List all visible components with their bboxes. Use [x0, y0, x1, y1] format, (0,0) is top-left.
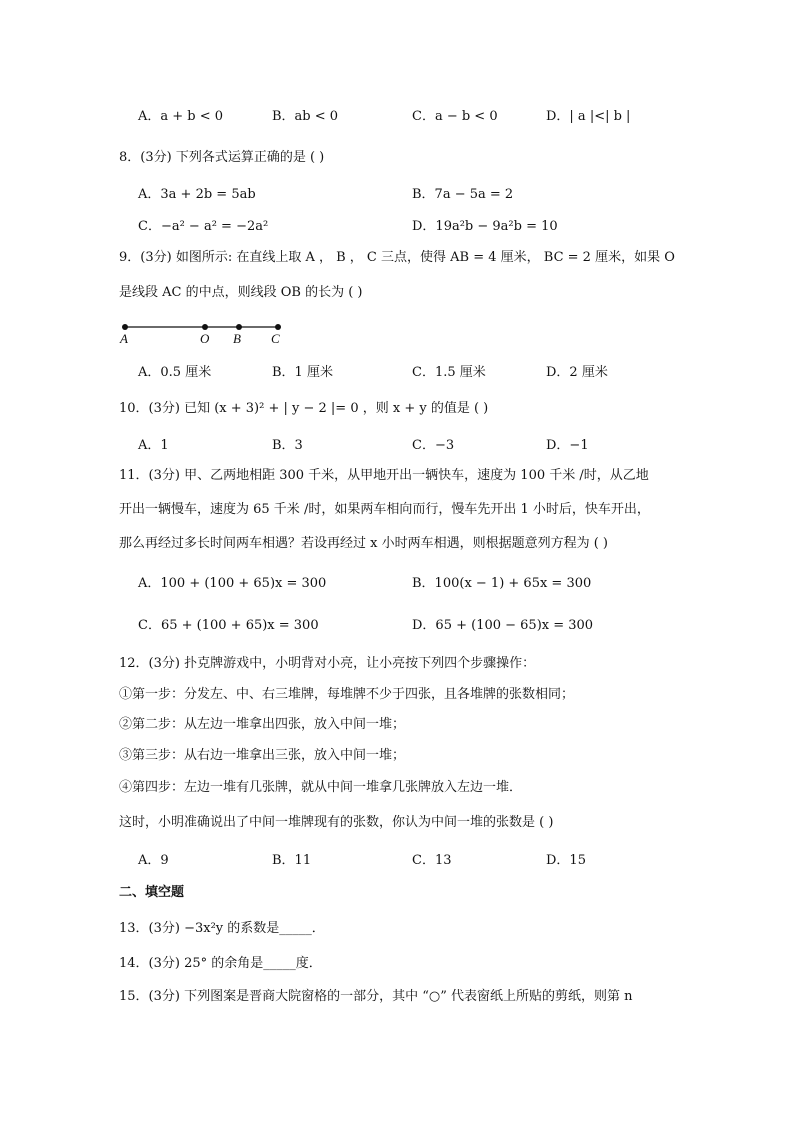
q8-stem: 8．(3分) 下列各式运算正确的是 ( ) — [119, 150, 325, 165]
q12-option-d: D．15 — [546, 853, 586, 868]
point-b — [236, 324, 242, 330]
q9-option-a: A．0.5 厘米 — [138, 365, 212, 380]
label-o: O — [200, 331, 210, 346]
q8-option-c: C．−a² − a² = −2a² — [138, 219, 269, 234]
point-o — [202, 324, 208, 330]
q11-stem-line1: 11．(3分) 甲、乙两地相距 300 千米，从甲地开出一辆快车，速度为 100 千米 /时，从乙地 — [119, 468, 649, 483]
q12-option-a: A．9 — [138, 853, 169, 868]
q9-option-d: D．2 厘米 — [546, 365, 608, 380]
q9-line-segment-figure — [115, 318, 295, 348]
q8-option-b: B．7a − 5a = 2 — [412, 187, 514, 202]
q12-option-b: B．11 — [272, 853, 312, 868]
q9-option-b: B．1 厘米 — [272, 365, 333, 380]
q12-step-1: ①第一步：分发左、中、右三堆牌，每堆牌不少于四张，且各堆牌的张数相同； — [119, 687, 575, 702]
q9-stem-line2: 是线段 AC 的中点，则线段 OB 的长为 ( ) — [119, 285, 363, 300]
q11-stem-line2: 开出一辆慢车，速度为 65 千米 /时，如果两车相向而行，慢车先开出 1 小时后，快车开出， — [119, 502, 650, 517]
q7-option-c: C．a − b < 0 — [412, 109, 498, 124]
section-title-fill-in: 二、填空题 — [119, 885, 185, 900]
q12-step-3: ③第三步：从右边一堆拿出三张，放入中间一堆； — [119, 748, 406, 763]
q8-option-a: A．3a + 2b = 5ab — [138, 187, 256, 202]
label-a: A — [120, 331, 128, 346]
q15-stem: 15．(3分) 下列图案是晋商大院窗格的一部分，其中 “○” 代表窗纸上所贴的剪纸，则第 n — [119, 989, 633, 1004]
q13-stem: 13．(3分) −3x²y 的系数是_____． — [119, 921, 325, 936]
q12-step-4: ④第四步：左边一堆有几张牌，就从中间一堆拿几张牌放入左边一堆． — [119, 780, 523, 795]
q12-option-c: C．13 — [412, 853, 452, 868]
q12-step-2: ②第二步：从左边一堆拿出四张，放入中间一堆； — [119, 717, 406, 732]
q7-option-b: B．ab < 0 — [272, 109, 339, 124]
point-a — [122, 324, 128, 330]
q9-stem-line1: 9．(3分) 如图所示: 在直线上取 A ， B ， C 三点，使得 AB = 4 厘米， BC = 2 厘米，如果 O — [119, 250, 675, 265]
point-c — [275, 324, 281, 330]
q10-option-a: A．1 — [138, 438, 169, 453]
label-c: C — [271, 331, 280, 346]
q7-option-d: D．| a |<| b | — [546, 109, 631, 124]
q11-stem-line3: 那么再经过多长时间两车相遇？若设再经过 x 小时两车相遇，则根据题意列方程为 ( ) — [119, 536, 609, 551]
q12-question: 这时，小明准确说出了中间一堆牌现有的张数，你认为中间一堆的张数是 ( ) — [119, 815, 554, 830]
q10-stem: 10．(3分) 已知 (x + 3)² + | y − 2 |= 0 ，则 x + y 的值是 ( ) — [119, 401, 489, 416]
q11-option-b: B．100(x − 1) + 65x = 300 — [412, 576, 592, 591]
q7-option-a: A．a + b < 0 — [138, 109, 224, 124]
q10-option-d: D．−1 — [546, 438, 589, 453]
q12-stem: 12．(3分) 扑克牌游戏中，小明背对小亮，让小亮按下列四个步骤操作： — [119, 656, 536, 671]
q8-option-d: D．19a²b − 9a²b = 10 — [412, 219, 558, 234]
q10-option-c: C．−3 — [412, 438, 455, 453]
q10-option-b: B．3 — [272, 438, 303, 453]
q14-stem: 14．(3分) 25° 的余角是_____度． — [119, 956, 322, 971]
q11-option-d: D．65 + (100 − 65)x = 300 — [412, 618, 594, 633]
q11-option-a: A．100 + (100 + 65)x = 300 — [138, 576, 327, 591]
q9-option-c: C．1.5 厘米 — [412, 365, 486, 380]
q11-option-c: C．65 + (100 + 65)x = 300 — [138, 618, 319, 633]
label-b: B — [233, 331, 241, 346]
